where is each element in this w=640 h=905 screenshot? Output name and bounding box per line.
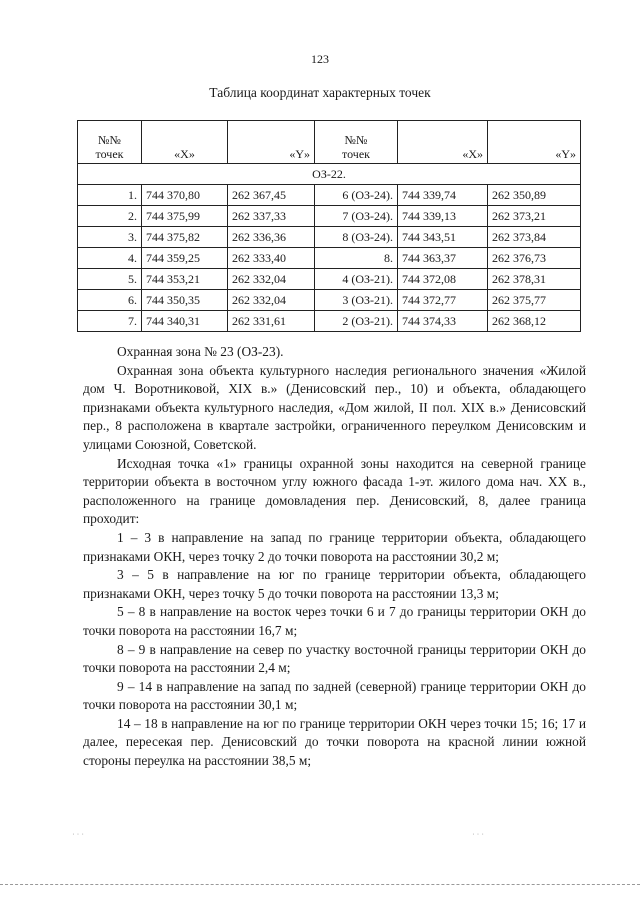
cell-y-right: 262 373,84 [488,227,581,248]
table-row [78,185,581,206]
cell-y-right: 262 373,21 [488,206,581,227]
cell-point-no-left: 1. [78,185,142,206]
cell-x-left: 744 375,99 [142,206,228,227]
scan-artifact: ˙ ˙ ˙ [72,832,84,841]
page-number: 123 [311,52,329,66]
cell-y-left: 262 332,04 [228,290,315,311]
zone-label-row [78,164,581,185]
cell-x-right: 744 374,33 [398,311,488,332]
header-y-left: «Y» [228,121,315,164]
paragraph: Охранная зона объекта культурного наследия регионального значения «Жилой дом Ч. Воротниковой, XIX в.» (Денисовский пер., 10) и объекта, обладающего признаками объекта культурного наследия, «Дом жилой, II пол. XIX в.» Денисовский пер., 8 расположена в квартале застройки, ограниченного переулком Денисовским и улицами Союзной, Советской. [83,362,586,452]
paragraph: Исходная точка «1» границы охранной зоны находится на северной границе территории объекта в восточном углу южного фасада 1-эт. жилого дома нач. XX в., расположенного на границе домовладения пер. Денисовский, 8, далее граница проходит: [83,455,586,527]
cell-x-right: 744 363,37 [398,248,488,269]
cell-x-left: 744 350,35 [142,290,228,311]
cell-y-right: 262 375,77 [488,290,581,311]
header-point-no-right: №№ точек [315,121,398,164]
cell-y-right: 262 350,89 [488,185,581,206]
scan-artifact: ˙ ˙ ˙ [472,832,484,841]
cell-x-right: 744 339,74 [398,185,488,206]
cell-y-right: 262 376,73 [488,248,581,269]
cell-point-no-left: 3. [78,227,142,248]
cell-y-left: 262 336,36 [228,227,315,248]
cell-point-no-right: 8 (ОЗ-24). [315,227,398,248]
cell-x-right: 744 339,13 [398,206,488,227]
cell-point-no-right: 7 (ОЗ-24). [315,206,398,227]
table-row [78,269,581,290]
zone-heading: Охранная зона № 23 (ОЗ-23). [117,344,284,359]
cell-point-no-right: 2 (ОЗ-21). [315,311,398,332]
cell-point-no-right: 3 (ОЗ-21). [315,290,398,311]
body-text [83,343,586,771]
page-bottom-edge [0,884,640,885]
table-header-row [78,121,581,164]
cell-y-right: 262 378,31 [488,269,581,290]
table-row [78,227,581,248]
cell-x-left: 744 370,80 [142,185,228,206]
paragraph: 14 – 18 в направление на юг по границе территории ОКН через точки 15; 16; 17 и далее, пересекая пер. Денисовский до точки поворота на красной линии южной стороны переулка на расстоянии 38,5 м; [83,715,586,769]
cell-point-no-left: 2. [78,206,142,227]
paragraph: 5 – 8 в направление на восток через точки 6 и 7 до границы территории ОКН до точки поворота на расстоянии 16,7 м; [83,604,586,638]
cell-x-right: 744 372,08 [398,269,488,290]
paragraph: 8 – 9 в направление на север по участку восточной границы территории ОКН до точки поворота на расстоянии 2,4 м; [83,641,586,676]
paragraph: 9 – 14 в направление на запад по задней (северной) границе территории ОКН до точки поворота на расстоянии 30,1 м; [83,678,586,713]
cell-y-left: 262 337,33 [228,206,315,227]
header-x-left: «X» [142,121,228,164]
cell-point-no-left: 4. [78,248,142,269]
cell-y-left: 262 331,61 [228,311,315,332]
paragraph: 3 – 5 в направление на юг по границе территории объекта, обладающего признаками ОКН, через точку 5 до точки поворота на расстоянии 13,3 м; [83,567,586,601]
header-x-right: «X» [398,121,488,164]
zone-label: ОЗ-22. [78,164,581,185]
cell-x-right: 744 343,51 [398,227,488,248]
cell-point-no-left: 6. [78,290,142,311]
cell-point-no-right: 8. [315,248,398,269]
table-row [78,248,581,269]
cell-y-left: 262 333,40 [228,248,315,269]
cell-x-left: 744 340,31 [142,311,228,332]
coordinates-table [77,120,581,332]
table-title: Таблица координат характерных точек [209,85,431,100]
table-row [78,290,581,311]
cell-x-left: 744 359,25 [142,248,228,269]
cell-y-left: 262 367,45 [228,185,315,206]
header-point-no-left: №№ точек [78,121,142,164]
cell-point-no-left: 5. [78,269,142,290]
table-row [78,311,581,332]
cell-y-right: 262 368,12 [488,311,581,332]
cell-y-left: 262 332,04 [228,269,315,290]
cell-x-left: 744 375,82 [142,227,228,248]
cell-point-no-right: 4 (ОЗ-21). [315,269,398,290]
paragraph: 1 – 3 в направление на запад по границе территории объекта, обладающего признаками ОКН, через точку 2 до точки поворота на расстоянии 30,2 м; [83,529,586,564]
cell-point-no-right: 6 (ОЗ-24). [315,185,398,206]
cell-x-right: 744 372,77 [398,290,488,311]
header-y-right: «Y» [488,121,581,164]
cell-point-no-left: 7. [78,311,142,332]
table-row [78,206,581,227]
cell-x-left: 744 353,21 [142,269,228,290]
